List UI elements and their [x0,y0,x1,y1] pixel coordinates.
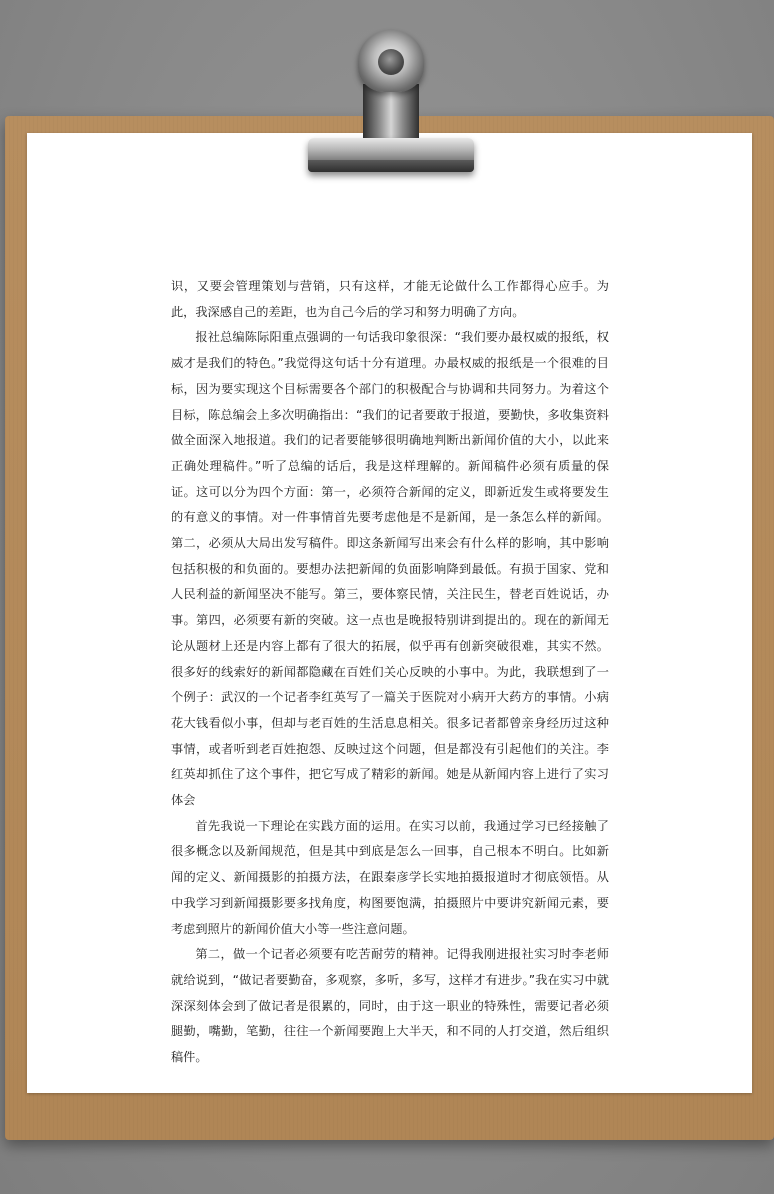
document-body [171,274,609,1071]
paragraph-1: 识，又要会管理策划与营销，只有这样，才能无论做什么工作都得心应手。为此，我深感自己的差距，也为自己今后的学习和努力明确了方向。 [171,279,609,319]
clip-hole [378,49,404,75]
clip-neck [363,84,419,144]
paragraph-2: 报社总编陈际阳重点强调的一句话我印象很深：“我们要办最权威的报纸，权威才是我们的特色。”我觉得这句话十分有道理。办最权威的报纸是一个很难的目标，因为要实现这个目标需要各个部门的积极配合与协调和共同努力。为着这个目标，陈总编会上多次明确指出：“我们的记者要敢于报道，要勤快，多收集资料做全面深入地报道。我们的记者要能够很明确地判断出新闻价值的大小，以此来正确处理稿件。”听了总编的话后，我是这样理解的。新闻稿件必须有质量的保证。这可以分为四个方面：第一，必须符合新闻的定义，即新近发生或将要发生的有意义的事情。对一件事情首先要考虑他是不是新闻，是一条怎么样的新闻。第二，必须从大局出发写稿件。即这条新闻写出来会有什么样的影响，其中影响包括积极的和负面的。要想办法把新闻的负面影响降到最低。有损于国家、党和人民利益的新闻坚决不能写。第三，要体察民情，关注民生，替老百姓说话，办事。第四，必须要有新的突破。这一点也是晚报特别讲到提出的。现在的新闻无论从题材上还是内容上都有了很大的拓展，似乎再有创新突破很难，其实不然。很多好的线索好的新闻都隐藏在百姓们关心反映的小事中。为此，我联想到了一个例子：武汉的一个记者李红英写了一篇关于医院对小病开大药方的事情。小病花大钱看似小事，但却与老百姓的生活息息相关。很多记者都曾亲身经历过这种事情，或者听到老百姓抱怨、反映过这个问题，但是都没有引起他们的关注。李红英却抓住了这个事件，把它写成了精彩的新闻。她是从新闻内容上进行了实习体会 [171,330,609,808]
clip-base-edge [308,160,474,172]
paragraph-3: 首先我说一下理论在实践方面的运用。在实习以前，我通过学习已经接触了很多概念以及新闻规范，但是其中到底是怎么一回事，自己根本不明白。比如新闻的定义、新闻摄影的拍摄方法，在跟秦彦学长实地拍摄报道时才彻底领悟。从中我学习到新闻摄影要多找角度，构图要饱满，拍摄照片中要讲究新闻元素，要考虑到照片的新闻价值大小等一些注意问题。 [171,818,609,936]
paragraph-4: 第二，做一个记者必须要有吃苦耐劳的精神。记得我刚进报社实习时李老师就给说到，“做记者要勤奋，多观察，多听，多写，这样才有进步。”我在实习中就深深刻体会到了做记者是很累的，同时，由于这一职业的特殊性，需要记者必须腿勤，嘴勤，笔勤，往往一个新闻要跑上大半天，和不同的人打交道，然后组织稿件。 [171,947,609,1065]
